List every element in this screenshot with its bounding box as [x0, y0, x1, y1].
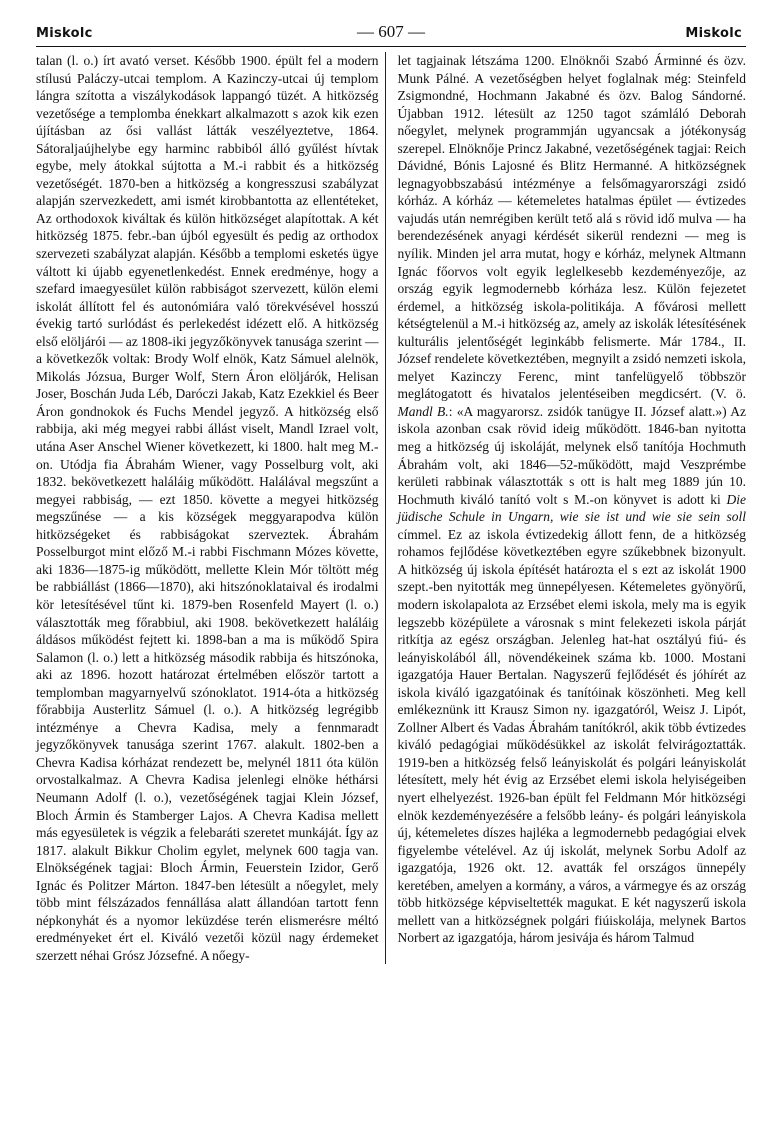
running-header — [36, 22, 746, 47]
right-column — [398, 52, 747, 964]
text-columns — [36, 52, 746, 964]
left-column — [36, 52, 386, 964]
text-segment: : «A magyarorsz. zsidók tanügye II. József alatt.») Az iskola azonban csak rövid ideig működött. 1846-ban nyitotta meg a hitközség új iskoláját, melynek első tanítója Hochmuth Ábrahám volt, aki 1846—52-működött, majd Veszprémbe kerületi rabbinak választották s ott is halt meg 1889 jún 10. Hochmuth kiváló tanító volt s M.-on könyvet is adott ki — [397, 403, 746, 507]
text-segment: let tagjainak létszáma 1200. Elnöknői Szabó Árminné és özv. Munk Pálné. A vezetőségben helyet foglalnak még: Steinfeld Zsigmondné, Hochmann Jakabné és özv. Balog Sándorné. Újabban 1912. létesült az 1250 tagot számláló Deborah nőegylet, melynek programmján ugyancsak a jótékonyság szerepel. Elnöknője Princz Jakabné, vezetőségének tagjai: Reich Dávidné, Bónis Lajosné és Blitz Hermanné. A hitközségnek legnagyobbszabású intézménye a felsőmagyarországi zsidó kórház. A kórház — kétemeletes hatalmas épület — évtizedes vajudás után nemrégiben került tető alá s rövid idő mulva — ha berendezésének anyagi kérdését sikerül rendezni — meg is nyílik. Minden jel arra mutat, hogy e kórház, melynek Altmann Ignác főorvos volt egyik leglelkesebb kezdeményezője, az ország egyik legmodernebb kórháza lesz. Külön fejezetet érdemel, a hitközség iskola-politikája. A fővárosi mellett kétségtelenül a M.-i hitközség az, amely az iskolák létesítésének kulturális jelentőségét leginkább felismerte. Már 1784., II. József rendelete következtében, megnyilt a zsidó nemzeti iskola, melyet Kazinczy Ferenc, mint tanfelügyelő többször meglátogatott és hivatalos jelentéseiben megdicsért. (V. ö. — [397, 53, 746, 402]
left-column-text: talan (l. o.) írt avató verset. Később 1900. épült fel a modern stílusú Paláczy-utcai templom. A Kazinczy-utcai új templom lángra szította a viszálykodások lappangó tüzét. A hitközség vezetősége a templomba énekkart alkalmazott s azok kik ezen újításban az ősi vallást látták veszélyeztetve, 1864. Sátoraljaújhelybe egy harminc rabbiból álló gyűlést hívtak egybe, mely átokkal sújtotta a M.-i rabbit és a hitközség vezetőségét. 1870-ben a hitközség a kongresszusi szabályzat alapján szervezkedett, ami ismét kirobbantotta az ellentéteket, Az orthodoxok kiváltak és külön hitközséget alapítottak. A két hitközség 1875. febr.-ban újból egyesült és pedig az orthodox szervezeti szabályzat alapján. Később a templomi esketés ügye váltott ki újabb egyenetlenkedést. Ennek eredménye, hogy a szefard imaegyesület külön rabbiságot szervezett, külön elemi iskolát állított fel és autonómiára való törekvésével hosszú évekig tartó surlódást és perlekedést idézett elő. A hitközség első elöljárói — az 1808-iki jegyzőkönyvek tanusága szerint — a következők voltak: Brody Wolf elnök, Katz Sámuel alelnök, Mikolás Józsua, Burger Wolf, Stern Áron elöljárók, Helisan Joser, Boschán Juda Léb, Daróczi Jakab, Katz Ezekkiel és Beer Áron gondnokok és Fuchs Mendel jegyző. A hitközség első rabbija, aki még megyei rabbi állást viselt, Mandl Izrael volt, utána Aser Anschel Wiener következett, ki 1800. halt meg M.-on. Utódja fia Ábrahám Wiener, vagy Posselburg volt, aki 1832. bekövetkezett haláláig működött. Halálával megszűnt a megyei rabbiság, — ezt 1850. követte a megyei hitközség megszűnése — a kis községek meggyarapodva külön hitközségeket és rabbiságokat szerveztek. Ábrahám Posselburgot mint előző M.-i rabbi Fischmann Mózes követte, aki 1836—1875-ig működött, mellette Klein Mór töltött még be rabbiállást (1866—1870), aki hitszónoklataival és irodalmi kör letesítésével tűnt ki. 1879-ben Rosenfeld Mayert (l. o.) választották meg főrabbiul, aki 1908. bekövetkezett haláláig áldásos működést fejtett ki. 1898-ban a ma is működő Spira Salamon (l. o.) lett a hitközség második rabbija és hitszónoka, aki az 1896. hozott határozat értelmében először tartott a templomban magyarnyelvű szónoklatot. 1914-óta a hitközség főrabbija Austerlitz Sámuel (l. o.). A hitközség legrégibb intézménye a Chevra Kadisa, mely a fennmaradt jegyzőkönyvek tanusága szerint 1767. alakult. 1802-ben a Chevra Kadisa kórházat rendezett be, melynél 1811 óta külön orvostalkalmaz. A Chevra Kadisa jelenlegi elnöke héthársi Neumann Adolf (l. o.), vezetőségének tagjai Klein József, Bloch Ármin és Stamberger Lajos. A Chevra Kadisa mellett más egyesületek is végzik a felebaráti szeretet munkáját. Így az 1817. alakult Bikkur Cholim egylet, melynek 600 tagja van. Elnökségének tagjai: Bloch Ármin, Feuerstein Izidor, Gerő Ignác és Politzer Márton. 1847-ben létesült a nőegylet, mely több mint félszázados fennállása alatt állandóan tartott fenn népkonyhát és a nyomor leküzdése terén elismerésre méltó eredményeket ért el. Kiváló vezetői közül nagy érdemeket szerzett néhai Grósz Józsefné. A nőegy- — [36, 53, 379, 963]
page-number: — 607 — — [357, 22, 425, 41]
right-column-text — [398, 52, 747, 947]
book-title: Die jüdische Schule in Ungarn, wie sie ist und wie sie sein soll — [397, 491, 746, 525]
header-right-keyword: Miskolc — [685, 26, 742, 41]
text-segment: címmel. Ez az iskola évtizedekig állott fenn, de a hitközség rohamos fejlődése következtében egyre szűkebbnek bizonyult. A hitközség új iskola építését határozta el s ezt az iskolát 1900 szept.-ben nyitották meg ünnepélyesen. Kétemeletes gyönyörű, modern iskolapalota az Erzsébet elemi iskola, mely ma is egyik legszebb középülete a városnak s mint felekezeti iskola párját ritkítja az egész országban. Jelenleg hat-hat osztályú fiú- és leányiskolából áll, növendékeinek száma kb. 1000. Mostani igazgatója Hauer Bertalan. Nagyszerű fejlődését és jóhírét az iskola kiváló igazgatóinak és tanítóinak köszönheti. Meg kell emlékeznünk itt Krausz Simon ny. igazgatóról, Weisz J. Lipót, Zollner Albert és Vadas Ábrahám tanítókról, akik több évtizedes kiváló pedagógiai működésükkel az iskolát felvirágoztatták. 1919-ben a hitközség felső leányiskolát és polgári leányiskolát létesített, mely hét évig az Erzsébet elemi iskola helyiségeiben nyert elhelyezést. 1926-ban épült fel Feldmann Mór hitközségi elnök kezdeményezésére a felsőbb leány- és polgári leányiskola új, kétemeletes díszes hajléka a legmodernebb pedagógiai elvek figyelembe vételével. Az új iskolát, melynek Sorbu Adolf az igazgatója, 1926 okt. 12. avatták fel országos ünnepély keretében, amelyen a kormány, a város, a vármegye és az ország több hitközsége képviseltették magukat. E két nagyszerű iskola mellett van a hitközségnek polgári fiúiskolája, melynek Bartos Norbert az igazgatója, három jesivája és három Talmud — [397, 526, 746, 946]
author-reference: Mandl B. — [397, 403, 449, 419]
header-left-keyword: Miskolc — [36, 26, 93, 41]
